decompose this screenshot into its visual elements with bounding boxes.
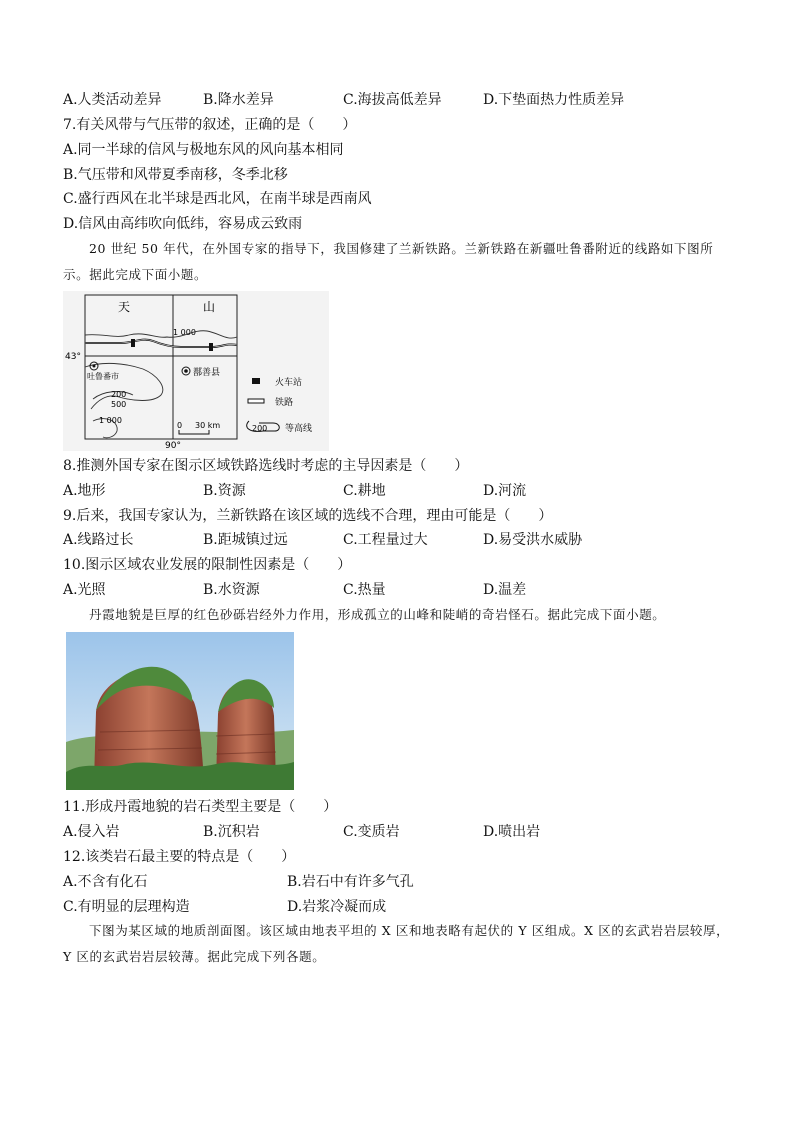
q10-option-c: C.热量 bbox=[343, 582, 386, 598]
danxia-photo-illustration bbox=[66, 632, 294, 790]
map-longitude-label: 90° bbox=[165, 441, 181, 451]
map-scale-zero: 0 bbox=[177, 421, 183, 430]
railway-map-figure bbox=[63, 291, 329, 451]
q9-option-c: C.工程量过大 bbox=[343, 532, 428, 548]
q10-option-a: A.光照 bbox=[63, 582, 106, 598]
q7-option-b: B.气压带和风带夏季南移，冬季北移 bbox=[63, 167, 288, 183]
q7-option-c: C.盛行西风在北半球是西北风，在南半球是西南风 bbox=[63, 191, 372, 207]
q11-stem: 11.形成丹霞地貌的岩石类型主要是（ ） bbox=[63, 799, 338, 815]
q6-option-a: A.人类活动差异 bbox=[63, 92, 162, 108]
q11-option-c: C.变质岩 bbox=[343, 824, 400, 840]
q6-option-d: D.下垫面热力性质差异 bbox=[483, 92, 625, 108]
q8-option-c: C.耕地 bbox=[343, 483, 386, 499]
q10-stem: 10.图示区域农业发展的限制性因素是（ ） bbox=[63, 557, 352, 573]
q12-stem: 12.该类岩石最主要的特点是（ ） bbox=[63, 849, 296, 865]
q7-stem: 7.有关风带与气压带的叙述，正确的是（ ） bbox=[63, 117, 357, 133]
legend-contour-label: 等高线 bbox=[285, 424, 313, 434]
station-marker-1 bbox=[131, 339, 135, 347]
passage-danxia: 丹霞地貌是巨厚的红色砂砾岩经外力作用，形成孤立的山峰和陡峭的奇岩怪石。据此完成下面小题。 bbox=[89, 607, 666, 622]
passage-lanxin-railway: 20 世纪 50 年代，在外国专家的指导下，我国修建了兰新铁路。兰新铁路在新疆吐鲁番附近的线路如下图所示。据此完成下面小题。 bbox=[63, 241, 714, 282]
q12-option-b: B.岩石中有许多气孔 bbox=[287, 874, 414, 890]
q11-option-d: D.喷出岩 bbox=[483, 824, 541, 840]
q9-option-a: A.线路过长 bbox=[63, 532, 134, 548]
q10-option-d: D.温差 bbox=[483, 582, 527, 598]
legend-rail-label: 铁路 bbox=[275, 398, 294, 408]
q7-option-a: A.同一半球的信风与极地东风的风向基本相同 bbox=[63, 142, 344, 158]
q8-stem: 8.推测外国专家在图示区域铁路选线时考虑的主导因素是（ ） bbox=[63, 458, 469, 474]
map-contour-200: 200 bbox=[111, 390, 127, 399]
map-label-tian: 天 bbox=[118, 300, 131, 314]
q11-option-a: A.侵入岩 bbox=[63, 824, 120, 840]
danxia-landform-photo bbox=[66, 632, 294, 790]
station-marker-2 bbox=[209, 343, 213, 351]
map-scale-30km: 30 km bbox=[195, 421, 221, 430]
map-city-turpan: 吐鲁番市 bbox=[87, 372, 119, 381]
q12-option-a: A.不含有化石 bbox=[63, 874, 148, 890]
q11-option-b: B.沉积岩 bbox=[203, 824, 260, 840]
q12-option-c: C.有明显的层理构造 bbox=[63, 899, 190, 915]
map-contour-1000-bottom: 1 000 bbox=[99, 416, 122, 425]
q7-option-d: D.信风由高纬吹向低纬，容易成云致雨 bbox=[63, 216, 303, 232]
map-contour-1000-top: 1 000 bbox=[173, 328, 196, 337]
q8-option-d: D.河流 bbox=[483, 483, 527, 499]
map-county-shanshan: 鄯善县 bbox=[193, 368, 221, 378]
map-label-shan: 山 bbox=[203, 300, 216, 314]
q9-option-b: B.距城镇过远 bbox=[203, 532, 288, 548]
q9-option-d: D.易受洪水威胁 bbox=[483, 532, 583, 548]
legend-station-label: 火车站 bbox=[275, 378, 303, 388]
q6-option-c: C.海拔高低差异 bbox=[343, 92, 442, 108]
q8-option-b: B.资源 bbox=[203, 483, 246, 499]
q9-stem: 9.后来，我国专家认为，兰新铁路在该区域的选线不合理，理由可能是（ ） bbox=[63, 508, 553, 524]
passage-geologic-profile: 下图为某区域的地质剖面图。该区域由地表平坦的 X 区和地表略有起伏的 Y 区组成。X 区的玄武岩岩层较厚，Y 区的玄武岩岩层较薄。据此完成下列各题。 bbox=[63, 923, 730, 964]
q6-option-b: B.降水差异 bbox=[203, 92, 274, 108]
map-latitude-label: 43° bbox=[65, 352, 81, 362]
railway-map bbox=[63, 291, 329, 451]
q8-option-a: A.地形 bbox=[63, 483, 106, 499]
q12-option-d: D.岩浆冷凝而成 bbox=[287, 899, 387, 915]
q10-option-b: B.水资源 bbox=[203, 582, 260, 598]
map-contour-500: 500 bbox=[111, 400, 127, 409]
legend-contour-value: 200 bbox=[252, 424, 268, 433]
